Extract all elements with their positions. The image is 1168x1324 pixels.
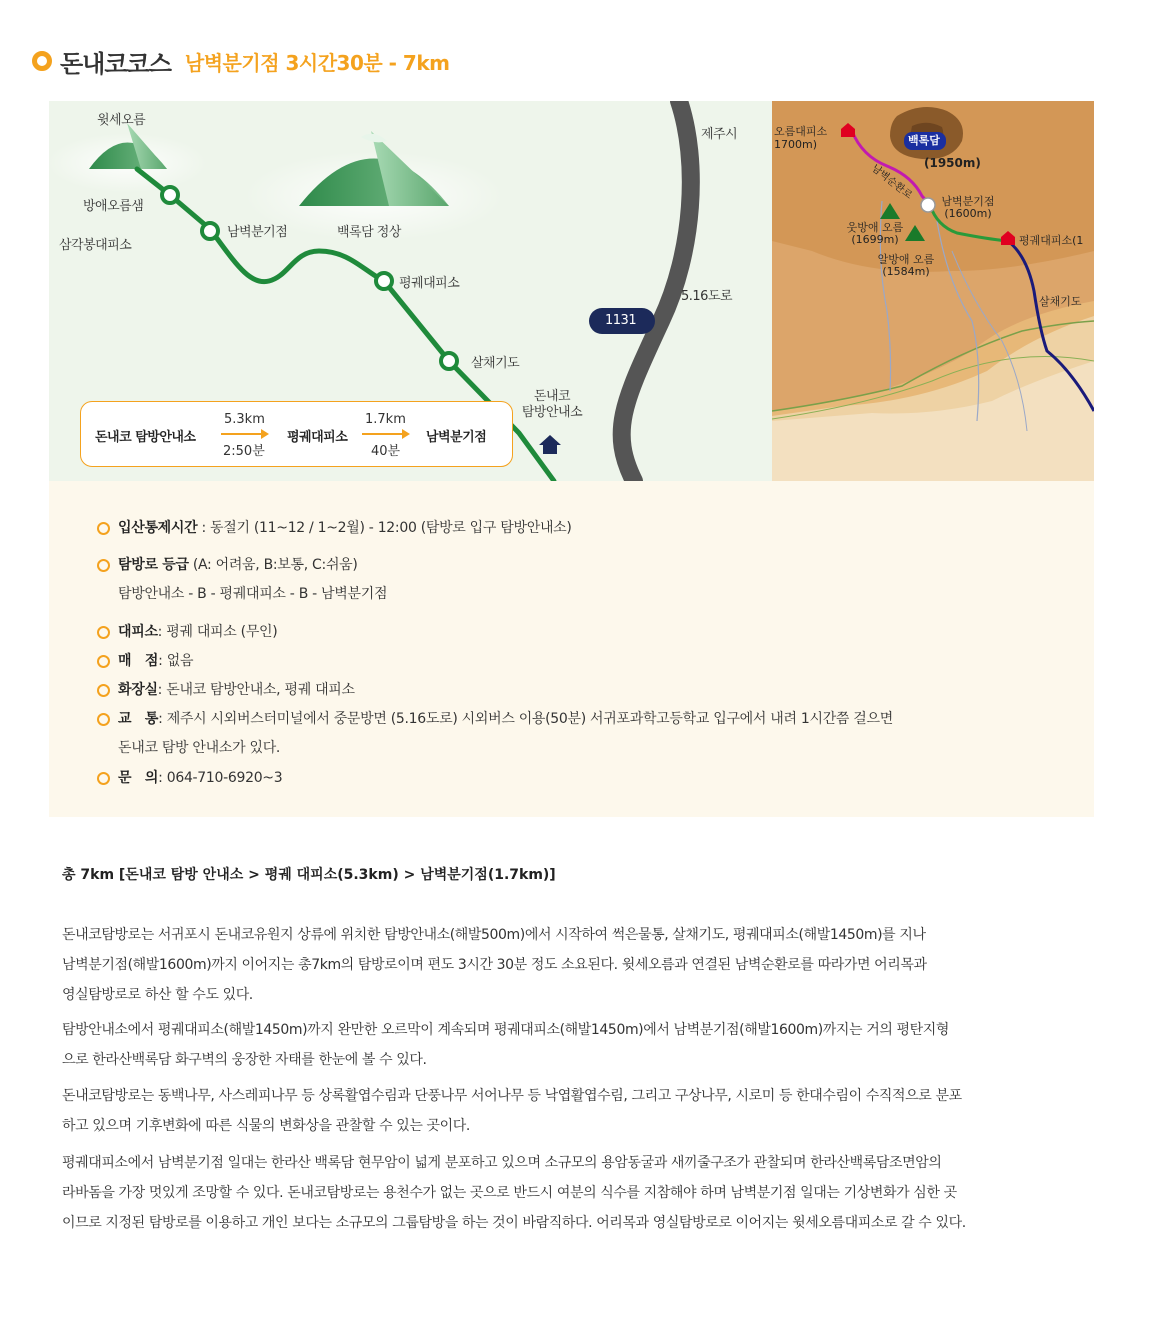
description-line: 남벽분기점(해발1600m)까지 이어지는 총7km의 탐방로이며 편도 3시간 30분 정도 소요된다. 윗세오름과 연결된 남벽순환로를 따라가면 어리목과: [62, 957, 927, 973]
label-road-516: 5.16도로: [681, 289, 733, 304]
description-line: 으로 한라산백록담 화구벽의 웅장한 자태를 한눈에 볼 수 있다.: [62, 1052, 427, 1068]
label-salchae: 살채기도: [471, 356, 520, 371]
waypoint-nambyeok: [202, 223, 218, 239]
info-label: 탐방로 등급: [118, 557, 189, 573]
label-oreum-shelter: 오름대피소: [774, 125, 828, 138]
info-text: : 제주시 시외버스터미널에서 중문방면 (5.16도로) 시외버스 이용(50분) 서귀포과학고등학교 입구에서 내려 1시간쯤 걸으면: [158, 711, 893, 727]
waypoint-pyeonggwe: [376, 273, 392, 289]
label-summit-height: (1950m): [924, 156, 981, 170]
info-text: : 064-710-6920~3: [158, 770, 283, 786]
topographic-map: [772, 101, 1094, 481]
info-text: (A: 어려움, B:보통, C:쉬움): [188, 557, 358, 573]
description-line: 탐방안내소에서 평궤대피소(해발1450m)까지 완만한 오르막이 계속되며 평궤대피소(해발1450m)에서 남벽분기점(해발1600m)까지는 거의 평탄지형: [62, 1022, 950, 1038]
page-subtitle: 남벽분기점 3시간30분 - 7km: [184, 50, 450, 75]
course-schematic-map: [49, 101, 772, 481]
route-leg1-distance: 5.3km: [224, 412, 265, 427]
info-control-time: [118, 517, 572, 537]
label-albangae-line1: 알방애 오름: [877, 253, 935, 266]
info-text: 탐방안내소 - B - 평궤대피소 - B - 남벽분기점: [118, 586, 388, 602]
info-text: : 없음: [158, 653, 194, 669]
description-line: 영실탐방로로 하산 할 수도 있다.: [62, 987, 253, 1003]
label-salchae: 살채기도: [1039, 295, 1082, 308]
course-summary: 총 7km [돈내코 탐방 안내소 > 평궤 대피소(5.3km) > 남벽분기점(1.7km)]: [62, 867, 556, 883]
label-pyeonggwe: 평궤대피소: [399, 276, 460, 291]
info-transport-detail: [118, 737, 280, 757]
info-shelter: [118, 621, 277, 641]
visitor-center-icon: [539, 435, 561, 454]
info-transport: [118, 708, 893, 728]
label-pyeonggwe: 평궤대피소(1: [1019, 234, 1084, 247]
info-contact: [118, 767, 282, 787]
description-line: 이므로 지정된 탐방로를 이용하고 개인 보다는 소규모의 그룹탐방을 하는 것이 바람직하다. 어리목과 영실탐방로로 이어지는 윗세오름대피소로 갈 수 있다.: [62, 1215, 966, 1231]
label-utbangae-line1: 웃방애 오름: [846, 221, 904, 234]
description-line: 라바돔을 가장 멋있게 조망할 수 있다. 돈내코탐방로는 용천수가 없는 곳으로 반드시 여분의 식수를 지참해야 하며 남벽분기점 일대는 기상변화가 심한 곳: [62, 1185, 957, 1201]
route-arrow-icon: [362, 433, 408, 435]
route-leg1-time: 2:50분: [223, 444, 265, 459]
label-utbangae: [842, 222, 908, 246]
nambyeok-junction-marker: [921, 198, 935, 212]
label-loop-trail: 남벽순환로: [869, 163, 915, 202]
info-label: 입산통제시간: [118, 520, 198, 536]
route-end: 남벽분기점: [426, 430, 487, 445]
waypoint-bangae: [162, 187, 178, 203]
label-donnaeko-center: [519, 389, 585, 421]
info-label: 대피소: [118, 624, 158, 640]
page-title: 돈내코코스: [60, 49, 171, 78]
label-nambyeok-line2: (1600m): [944, 207, 992, 220]
info-text: : 돈내코 탐방안내소, 평궤 대피소: [157, 682, 355, 698]
crater-shape: [361, 134, 387, 143]
label-oreum-shelter-height: 1700m): [774, 138, 818, 151]
road-number-label: 1131: [605, 313, 637, 328]
info-label: 매 점: [118, 653, 159, 669]
label-bangae: 방애오름샘: [83, 199, 144, 214]
info-store: [118, 650, 193, 670]
description-line: 하고 있으며 기후변화에 따른 식물의 변화상을 관찰할 수 있는 곳이다.: [62, 1118, 470, 1134]
info-label: 문 의: [118, 770, 159, 786]
info-text: 돈내코 탐방 안내소가 있다.: [118, 740, 281, 756]
info-text: : 평궤 대피소 (무인): [157, 624, 278, 640]
label-witse: 윗세오름: [97, 113, 146, 128]
label-nambyeok: 남벽분기점: [227, 225, 288, 240]
label-jeju: 제주시: [701, 127, 738, 142]
info-grade: [118, 554, 358, 574]
route-start: 돈내코 탐방안내소: [95, 430, 196, 445]
info-text: : 동절기 (11~12 / 1~2월) - 12:00 (탐방로 입구 탐방안내소): [197, 520, 572, 536]
label-albangae-line2: (1584m): [882, 265, 930, 278]
info-restroom: [118, 679, 355, 699]
course-info-box: [49, 481, 1094, 817]
description-line: 돈내코탐방로는 동백나무, 사스레피나무 등 상록활엽수림과 단풍나무 서어나무 등 낙엽활엽수림, 그리고 구상나무, 시로미 등 한대수림이 수직적으로 분포: [62, 1088, 962, 1104]
label-donnaeko-line1: 돈내코: [533, 389, 571, 404]
label-baengnok: 백록담: [908, 134, 940, 147]
title-bullet-icon: [32, 51, 52, 71]
label-donnaeko-line2: 탐방안내소: [521, 405, 583, 420]
info-grade-detail: [118, 583, 387, 603]
label-nambyeok-line1: 남벽분기점: [941, 195, 995, 208]
waypoint-salchae: [441, 353, 457, 369]
route-arrow-icon: [221, 433, 267, 435]
info-label: 교 통: [118, 711, 159, 727]
label-albangae: [874, 254, 938, 278]
route-mid: 평궤대피소: [287, 430, 348, 445]
route-leg2-time: 40분: [371, 444, 401, 459]
page-title-row: [32, 44, 449, 78]
label-baengnok-summit: 백록담 정상: [337, 225, 401, 240]
label-samgak: 삼각봉대피소: [59, 238, 132, 253]
route-summary-box: [80, 401, 513, 467]
description-line: 돈내코탐방로는 서귀포시 돈내코유원지 상류에 위치한 탐방안내소(해발500m)에서 시작하여 썩은물통, 살채기도, 평궤대피소(해발1450m)를 지나: [62, 927, 926, 943]
info-label: 화장실: [118, 682, 158, 698]
description-line: 평궤대피소에서 남벽분기점 일대는 한라산 백록담 현무암이 넓게 분포하고 있으며 소규모의 용암동굴과 새끼줄구조가 관찰되며 한라산백록담조면암의: [62, 1155, 942, 1171]
route-leg2-distance: 1.7km: [365, 412, 406, 427]
label-nambyeok: [936, 196, 1000, 220]
label-utbangae-line2: (1699m): [851, 233, 899, 246]
